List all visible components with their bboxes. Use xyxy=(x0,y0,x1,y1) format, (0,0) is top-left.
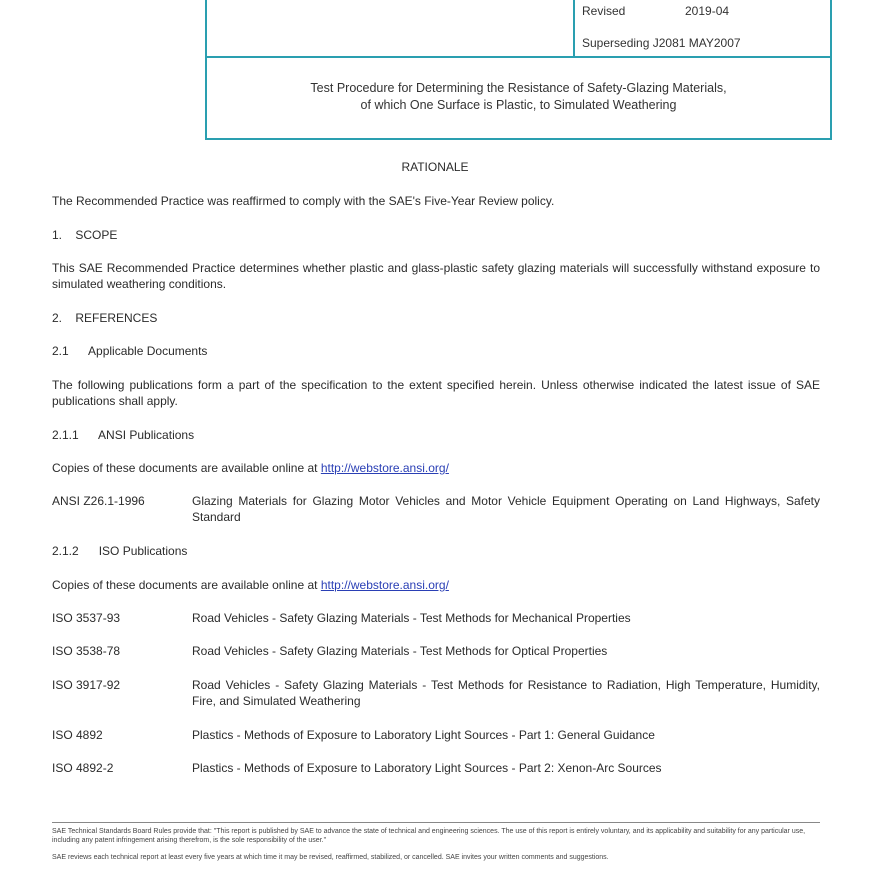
iso-ref-code: ISO 3537-93 xyxy=(52,611,121,625)
iso-ref-code: ISO 4892 xyxy=(52,728,103,742)
revised-date: 2019-04 xyxy=(685,4,730,18)
rationale-heading: RATIONALE xyxy=(401,160,469,174)
applicable-documents-text: The following publications form a part of the specification to the extent specified herein. Unless otherwise indicated the latest issue of SAE publications shall apply. xyxy=(52,378,820,408)
iso-ref-code: ISO 3538-78 xyxy=(52,644,121,658)
footer-notice-2: SAE reviews each technical report at least every five years at which time it may be revised, reaffirmed, stabilized, or cancelled. SAE invites your written comments and suggestions. xyxy=(52,854,609,861)
ansi-ref-code: ANSI Z26.1-1996 xyxy=(52,494,145,508)
applicable-documents-heading: 2.1 Applicable Documents xyxy=(52,344,208,358)
scope-text: This SAE Recommended Practice determines whether plastic and glass-plastic safety glazing materials will successfully withstand exposure to simulated weathering conditions. xyxy=(52,261,820,291)
iso-copies-text: Copies of these documents are available online at xyxy=(52,578,318,592)
iso-ref-desc: Plastics - Methods of Exposure to Laboratory Light Sources - Part 2: Xenon-Arc Sources xyxy=(192,761,662,775)
footer-rule xyxy=(52,822,820,823)
title-line-2: of which One Surface is Plastic, to Simulated Weathering xyxy=(360,98,677,112)
footer-notice-1: SAE Technical Standards Board Rules provide that: "This report is published by SAE to advance the state of technical and engineering sciences. The use of this report is entirely voluntary, and its applicability and suitability for any particular use, including any patent infringement arising therefrom, is the sole responsibility of the user." xyxy=(52,828,806,844)
ansi-webstore-link[interactable]: http://webstore.ansi.org/ xyxy=(320,461,449,475)
iso-heading: 2.1.2 ISO Publications xyxy=(52,544,188,558)
references-heading: 2. REFERENCES xyxy=(52,311,158,325)
iso-webstore-link[interactable]: http://webstore.ansi.org/ xyxy=(320,578,449,592)
iso-ref-code: ISO 4892-2 xyxy=(52,761,114,775)
superseding-text: Superseding J2081 MAY2007 xyxy=(582,36,741,50)
header-divider-horizontal xyxy=(207,56,830,58)
iso-ref-desc: Road Vehicles - Safety Glazing Materials - Test Methods for Mechanical Properties xyxy=(192,611,631,625)
iso-ref-code: ISO 3917-92 xyxy=(52,678,121,692)
rationale-text: The Recommended Practice was reaffirmed to comply with the SAE's Five-Year Review policy. xyxy=(52,194,555,208)
document-title xyxy=(207,80,830,114)
header-box xyxy=(205,0,832,140)
iso-ref-desc: Road Vehicles - Safety Glazing Materials - Test Methods for Resistance to Radiation, High Temperature, Humidity, Fire, and Simulated Weathering xyxy=(192,678,820,708)
header-divider-vertical xyxy=(573,0,575,56)
iso-ref-desc: Road Vehicles - Safety Glazing Materials - Test Methods for Optical Properties xyxy=(192,644,608,658)
ansi-heading: 2.1.1 ANSI Publications xyxy=(52,428,195,442)
iso-copies-line xyxy=(52,577,449,593)
title-line-1: Test Procedure for Determining the Resistance of Safety-Glazing Materials, xyxy=(310,81,727,95)
ansi-copies-line xyxy=(52,460,449,476)
ansi-ref-desc: Glazing Materials for Glazing Motor Vehicles and Motor Vehicle Equipment Operating on Land Highways, Safety Standard xyxy=(192,494,820,524)
iso-ref-desc: Plastics - Methods of Exposure to Laboratory Light Sources - Part 1: General Guidance xyxy=(192,728,655,742)
ansi-copies-text: Copies of these documents are available online at xyxy=(52,461,318,475)
revised-label: Revised xyxy=(582,4,626,18)
scope-heading: 1. SCOPE xyxy=(52,228,118,242)
